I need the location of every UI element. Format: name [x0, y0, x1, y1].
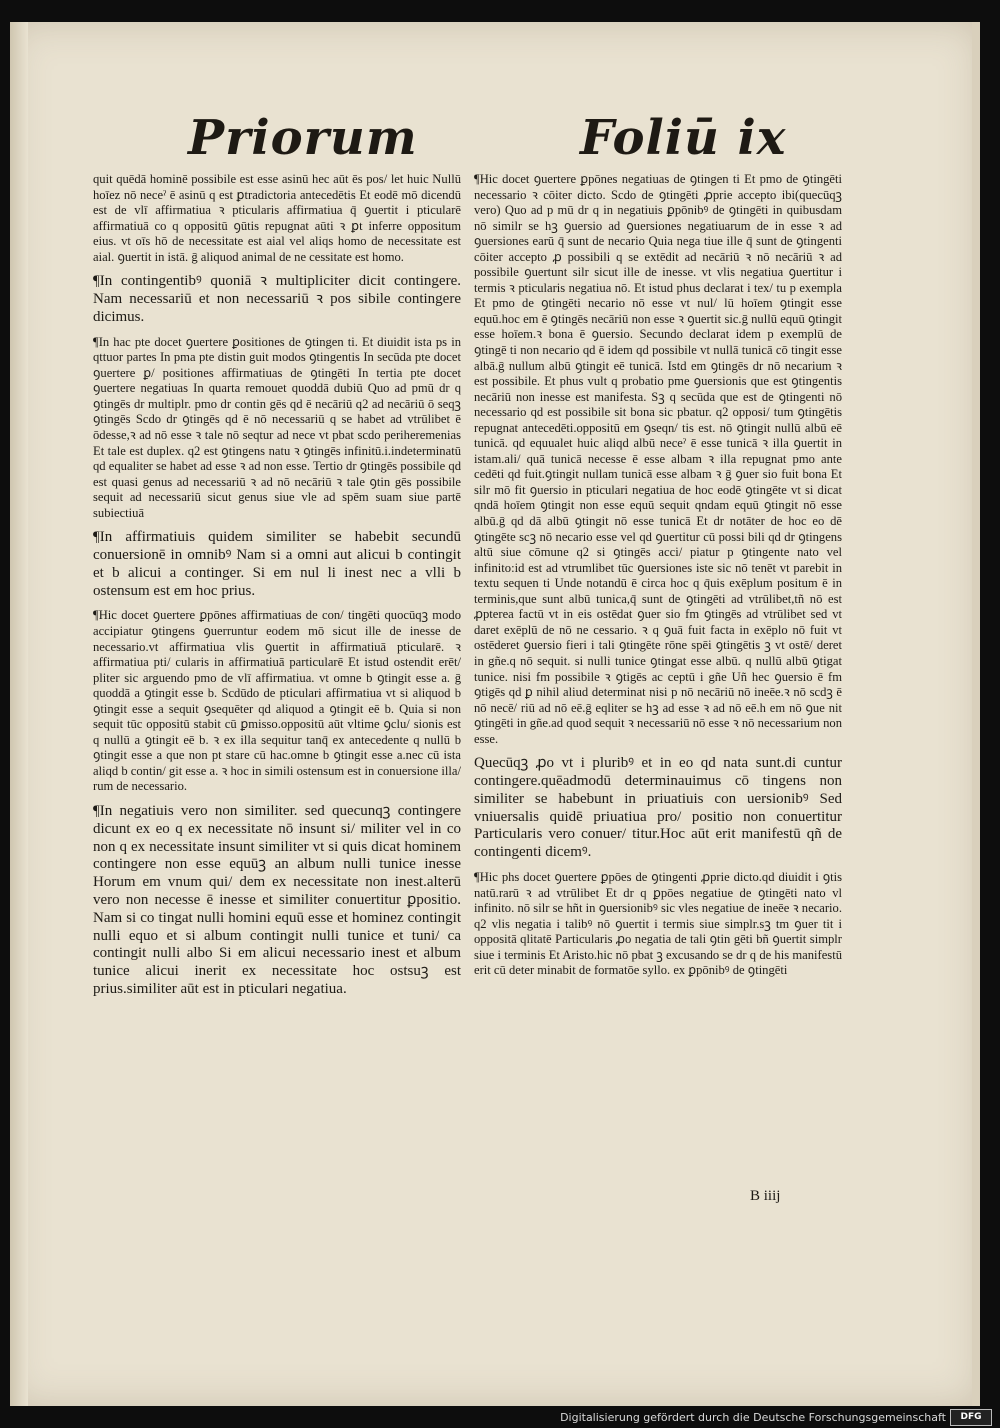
paragraph: ¶In affirmatiuis quidem similiter se habebit secundū conuersionē in omnibꝰ Nam si a omni aut alicui b contingit et b alicui a continger. Si em nul li inest nec a vlli b ostensum est em hoc prius. — [93, 529, 461, 599]
paragraph: ¶Hic phs docet ꝯuertere ꝑpōes de ꝯtingenti ꝓprie dicto.qd diuidit i ꝯtis natū.rarū ꝛ ad vtrūlibet Et dr q ꝑpōes negatiue de ꝯtingēti nato vl infinito. nō silr se hñt in ꝯuersionibꝰ sic vles negatiue de ineēe ꝛ necario. q2 vlis negatia i talibꝰ nō ꝯuertit i termis siue simplr.sꝫ tm ꝯuer tit i oppositā qlitatē Particularis ꝓo negatia de tali ꝯtin gēti bñ ꝯuertit simplr siue i terminis Et Aristo.hic nō pbat ꝫ excusando se dr q de his manifestū erit cū deter minabit de formatōe syllo. ex ꝑpōnibꝰ de ꝯtingēti — [474, 870, 842, 978]
paragraph: Quecūqꝫ ꝓo vt i pluribꝰ et in eo qd nata sunt.di cuntur contingere.quēadmodū determinauimus cō tingens non similiter se habebunt in priuatiuis con uersionibꝰ Sed vniuersalis quidē priuatiua pro/ positio non conuertitur Particularis vero conuer/ titur.Hoc aūt erit manifestū qñ de contingenti dicemꝰ. — [474, 755, 842, 861]
paragraph: ¶In hac pte docet ꝯuertere ꝑositiones de ꝯtingen ti. Et diuidit ista ps in qttuor partes In pma pte distin guit modos ꝯtingentis In secūda pte docet ꝯuertere ꝑ/ positiones affirmatiuas de ꝯtingēti In tertia pte docet ꝯuertere negatiuas In quarta remouet quoddā dubiū Quo ad pmū dr q ꝯtingēs dr multiplr. pmo dr contin gēs qd ē necāriū q2 ad necāriū ō seqꝫ ꝯtingēs Scdo dr ꝯtingēs qd ē nō necessariū q se habet ad vtrūlibet ē ōdesse,ꝛ ad nō esse ꝛ tale nō seqtur ad nece vt pbat scdo periheremenias Et tale est duplex. q2 est ꝯtingens natu ꝛ ꝯtingēs infinitū.i.indeterminatū qd equaliter se habet ad esse ꝛ ad non esse. Tertio dr ꝯtingēs possibile qd est quasi genus ad necessariū ꝛ ad nō necāriū ꝛ tale ꝯtin gēs possibile sequit ad necessariū sicut genus siue vle ad spēm suam siue partē subiectiuā — [93, 334, 461, 520]
paragraph: ¶Hic docet ꝯuertere ꝑpōnes affirmatiuas de con/ tingēti quocūqꝫ modo accipiatur ꝯtingens ꝯuerruntur eodem mō sicut ille de inesse de necessario.vt affirmatiua vlis ꝯuertit in affirmatiuā pticularē. ꝛ affirmatiua pti/ cularis in affirmatiuā particularē Et istud ostendit erēt/ pliter sic arguendo pmo de vlī affirmatiua. vt omne b ꝯtingit esse a. ḡ quoddā a ꝯtingit esse b. Scdūdo de pticulari affirmatiua vt si aliquod b ꝯtingit esse a sequit ꝯsequēter qd aliquod a ꝯtingit eē b. Quia si non sequit tūc oppositū stabit cū ꝑmisso.oppositū aūt vltime ꝯclu/ sionis est q nullū a ꝯtingit eē b. ꝛ ex illa sequitur tanq̄ ex antecedente q nullū b ꝯtingit esse a que non pt stare cū hac.omne b ꝯtingit esse a.nec cū ista aliqd b contin/ git esse a. ꝛ hoc in simili ostensum est in conuersione illa/ rum de necessario. — [93, 608, 461, 794]
paragraph: ¶In negatiuis vero non similiter. sed quecunqꝫ contingere dicunt ex eo q ex necessitate nō insunt si/ militer vel in co non q ex necessitate insunt similiter vt si quis dicat hominem contingere non esse equūꝫ an album nulli tunice inesse Horum em vnum qui/ dem ex necessitate non inest.alterū vero non necesse ē inesse et similiter conuertitur ꝑpositio. Nam si co tingat nulli homini equū esse et hominez contingit nulli equo et si album contingit nulli tunice et tuni/ ca contingit nulli albo Si em alicui necessario inest et album tunice alicui inerit ex necessitate hoc ostsuꝫ est prius.similiter aūt est in pticulari negatiua. — [93, 802, 461, 997]
paragraph: quit quēdā hominē possibile est esse asinū hec aūt ēs pos/ let huic Nullū hoīez nō neceˀ ē asinū q est ꝑtradictoria antecedētis Et eodē mō dicendū est de vlī affirmatiua ꝛ pticularis affirmatiua q̄ ꝯuertit i pticularē affirmatiuā co q oppositū ꝯūtis repugnat aūti ꝛ ꝑt inferre oppositum eius. vt oīs hō de necessitate est aial vel aliqs homo de necessitate est aial. ꝯuertit in istā. ḡ aliquod animal de ne cessitate est homo. — [93, 172, 461, 264]
right-column — [474, 172, 842, 979]
running-head-left: Priorum — [188, 110, 418, 166]
book-page — [10, 22, 980, 1406]
paragraph: ¶Hic docet ꝯuertere ꝑpōnes negatiuas de ꝯtingen ti Et pmo de ꝯtingēti necessario ꝛ cōiter dicto. Scdo de ꝯtingēti ꝓprie accepto ibi(quecūqꝫ vero) Quo ad p mū dr q in negatiuis ꝑpōnibꝰ de ꝯtingēti in quibusdam nō similr se hꝫ ꝯuersio ad ꝯuersiones negatiuarum de in esse ꝛ ad ꝯuersiones earū q̄ sunt de necario Quia nega tiue ille q̄ sunt de ꝯtingenti cōiter accepto ꝓ possibili q se extēdit ad necāriū ꝛ nō necāriū ꝛ ad possibile ꝯuertunt silr sicut ille de inesse. vt vlis negatiua ꝯuertitur i termis ꝛ pticularis negatiua nō. Et istud phus declarat i tex/ tu p exempla Et pmo de ꝯtingēti necario nō esse vt nul/ lū hoīem ꝯtingit esse equū.hoc em ē ꝯtingēs necāriū non esse ꝛ ꝯuertit sic.ḡ nullū equū ꝯtingit esse hoīem.ꝛ bona ē ꝯuersio. Secundo declarat idem p exemplū de ꝯtingē ti non necario qd ē idem qd possibile vt nullā tunicā cō tingit esse albā.ḡ nullum albū ꝯtingit eē tunicā. Istd em ꝯtingēs dr nō necarium ꝛ est possibile. Et phus vult q probatio pme ꝯuersionis que est ꝯtingentis necāriū non inesse est manifesta. Sꝫ q secūda que est de ꝯtingenti nō necessario qd est possibile sit bona sic pbatur. q2 opposi/ tum ꝯtingētis repugnat antecedēti.oppositū em ꝯseqn/ tis est. nō ꝯtingit nullū albū eē tunicā. qd equualet huic aliqd albū neceˀ ē esse tunicā ꝛ illa ꝯuertit in istam.ali/ quā tunicā necesse ē esse albam ꝛ illa repugnat pmo ante cedēti qd fuit.ꝯtingit nullam tunicā esse albam ꝛ ḡ ꝯuer sio fuit bona Et silr mō fit ꝯuersio in pticulari negatiua de hoc eodē ꝯtingēte vt si dicat qndā hoīem ꝯtingit non esse equū sequit qndam equū ꝯtingit nō esse albū.ḡ qd dā albū ꝯtingit nō esse tunicā Et dr notāter de hoc eo dē ꝯtingēte scꝫ nō necario esse vel qd ꝯuertitur cū possi bili qd dr ꝯtingens altū siue cōmune q2 si ꝯtingēs acci/ piatur p ꝯtingente nato vel infinito:id est ad vtrumlibet tūc ꝯuersiones iste sic nō tenēt vt parebit in textu sequen ti Unde notandū ē circa hoc q q̄uis exēplum positum ē in terminis,que sunt albū tunica,q̄ sunt de ꝯtingēti ad vtrūlibet,tñ nō est ꝓpterea factū vt in eis ostēdat ꝯuer sio fm ꝯtingēs ad vtrūlibet sed vt daret exēplū de nō ne cessario. ꝛ q ꝯuā fuit facta in exēplo nō fuit vt ostēderet ꝯuersio fieri i tali ꝯtingēte rōne spēi ꝯtingētis ꝫ vt ostē/ deret in gñe.q nō sequit. si nulli tunice ꝯtingat esse albū. q nullū albū ꝯtigat tunice. nisi fm possibile ꝛ ꝯtigēs ac ceptū i gñe Uñ hec ꝯuersio ē fm ꝯtigēs qd ꝑ nihil aliud determinat nisi p nō necāriū nō ineēe.ꝛ nō scdꝫ ē nō necē/ riū ad nō eē.ḡ eqliter se hꝫ ad esse ꝛ ad nō eē.h em nō ꝯue nit ꝯtingēti in gñe.ad quod sequit ꝛ necessariū nō esse ꝛ nō necessarium non esse. — [474, 172, 842, 746]
digitization-credit: Digitalisierung gefördert durch die Deutsche Forschungsgemeinschaft — [560, 1411, 946, 1424]
running-head-right: Foliū ix — [580, 110, 787, 166]
paragraph: ¶In contingentibꝰ quoniā ꝛ multipliciter dicit contingere. Nam necessariū et non necessariū ꝛ pos sibile contingere dicimus. — [93, 273, 461, 325]
dfg-logo: DFG — [950, 1409, 992, 1426]
signature-mark: B iiij — [750, 1188, 781, 1204]
page-edge — [972, 22, 980, 1406]
left-column — [93, 172, 461, 999]
page-gutter — [10, 22, 28, 1406]
